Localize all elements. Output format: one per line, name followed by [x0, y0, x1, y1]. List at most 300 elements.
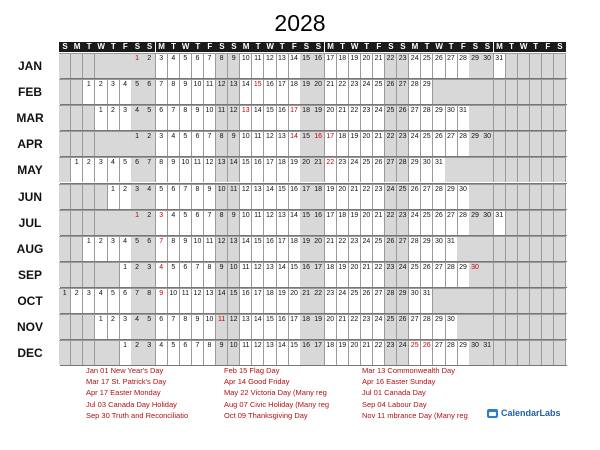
day-cell: 25 — [397, 184, 409, 209]
day-cell: 27 — [397, 79, 409, 104]
empty-cell — [71, 340, 83, 365]
day-cell: 26 — [421, 262, 433, 287]
day-cell: 16 — [264, 79, 276, 104]
empty-cell — [71, 79, 83, 104]
day-cell: 14 — [216, 288, 228, 313]
empty-cell — [59, 210, 71, 235]
day-cell: 24 — [409, 53, 421, 78]
day-cell: 6 — [156, 314, 168, 339]
day-cell: 27 — [373, 288, 385, 313]
day-cell: 11 — [216, 105, 228, 130]
weekday-header: S — [469, 42, 481, 52]
holiday-list — [86, 366, 486, 426]
day-cell: 20 — [361, 53, 373, 78]
weekday-header: T — [83, 42, 95, 52]
weekday-header: S — [216, 42, 228, 52]
day-cell: 30 — [445, 105, 457, 130]
day-cell: 17 — [325, 53, 337, 78]
day-cell: 1 — [95, 105, 107, 130]
day-cell: 2 — [71, 288, 83, 313]
day-cell: 12 — [228, 314, 240, 339]
day-cell: 10 — [240, 131, 252, 156]
day-cell: 27 — [385, 157, 397, 182]
day-cell: 19 — [325, 184, 337, 209]
empty-cell — [71, 236, 83, 261]
empty-cell — [554, 262, 566, 287]
empty-cell — [59, 184, 71, 209]
day-cell: 30 — [469, 262, 481, 287]
empty-cell — [83, 314, 95, 339]
day-cell: 30 — [445, 314, 457, 339]
day-cell: 13 — [228, 236, 240, 261]
day-cell: 30 — [409, 288, 421, 313]
day-cell: 13 — [264, 262, 276, 287]
day-cell: 2 — [83, 157, 95, 182]
day-cell: 23 — [397, 131, 409, 156]
day-cell: 19 — [337, 262, 349, 287]
weekday-header: W — [518, 42, 530, 52]
day-cell: 16 — [300, 340, 312, 365]
day-cell: 5 — [107, 288, 119, 313]
holiday-entry: Feb 15 Flag Day — [224, 366, 280, 375]
day-cell: 12 — [204, 157, 216, 182]
empty-cell — [518, 53, 530, 78]
day-cell: 5 — [168, 340, 180, 365]
logo-text: CalendarLabs — [501, 408, 561, 418]
day-cell: 7 — [168, 314, 180, 339]
day-cell: 5 — [131, 79, 143, 104]
day-cell: 8 — [204, 262, 216, 287]
empty-cell — [506, 131, 518, 156]
empty-cell — [119, 131, 131, 156]
day-cell: 14 — [288, 210, 300, 235]
empty-cell — [59, 340, 71, 365]
empty-cell — [542, 53, 554, 78]
weekday-header: T — [192, 42, 204, 52]
day-cell: 22 — [337, 79, 349, 104]
day-cell: 11 — [216, 314, 228, 339]
empty-cell — [59, 262, 71, 287]
empty-cell — [494, 79, 506, 104]
empty-cell — [481, 157, 493, 182]
day-cell: 18 — [276, 157, 288, 182]
day-cell: 28 — [421, 105, 433, 130]
day-cell: 2 — [119, 184, 131, 209]
day-cell: 27 — [409, 314, 421, 339]
month-label: FEB — [18, 85, 42, 100]
holiday-entry: Apr 14 Good Friday — [224, 377, 290, 387]
day-cell: 22 — [373, 340, 385, 365]
empty-cell — [445, 157, 457, 182]
empty-cell — [530, 131, 542, 156]
empty-cell — [554, 79, 566, 104]
empty-cell — [554, 314, 566, 339]
day-cell: 8 — [180, 105, 192, 130]
day-cell: 4 — [168, 210, 180, 235]
day-cell: 2 — [95, 79, 107, 104]
day-cell: 19 — [300, 236, 312, 261]
day-cell: 2 — [131, 262, 143, 287]
empty-cell — [433, 79, 445, 104]
day-cell: 8 — [168, 79, 180, 104]
day-cell: 7 — [204, 53, 216, 78]
weekday-header: F — [119, 42, 131, 52]
day-cell: 6 — [192, 53, 204, 78]
day-cell: 17 — [312, 262, 324, 287]
month-label: SEP — [17, 267, 42, 282]
day-cell: 8 — [156, 157, 168, 182]
day-cell: 8 — [216, 210, 228, 235]
day-cell: 9 — [204, 184, 216, 209]
weekday-header: W — [433, 42, 445, 52]
day-cell: 18 — [312, 184, 324, 209]
day-cell: 26 — [385, 79, 397, 104]
day-cell: 23 — [373, 184, 385, 209]
day-cell: 23 — [385, 340, 397, 365]
day-cell: 2 — [107, 105, 119, 130]
day-cell: 2 — [143, 131, 155, 156]
day-cell: 4 — [95, 288, 107, 313]
day-cell: 30 — [469, 340, 481, 365]
weekday-header: W — [180, 42, 192, 52]
holiday-entry: Mar 13 Commonwealth Day — [362, 366, 455, 375]
day-cell: 18 — [337, 53, 349, 78]
day-cell: 1 — [107, 184, 119, 209]
day-cell: 27 — [421, 184, 433, 209]
day-cell: 23 — [385, 262, 397, 287]
day-cell: 5 — [180, 131, 192, 156]
day-cell: 13 — [228, 79, 240, 104]
day-cell: 8 — [216, 131, 228, 156]
weekday-header: M — [325, 42, 337, 52]
weekday-header: F — [542, 42, 554, 52]
day-cell: 21 — [361, 340, 373, 365]
day-cell: 25 — [421, 131, 433, 156]
empty-cell — [107, 340, 119, 365]
day-cell: 15 — [276, 184, 288, 209]
weekday-header: S — [554, 42, 566, 52]
weekday-header: T — [421, 42, 433, 52]
empty-cell — [107, 53, 119, 78]
day-cell: 26 — [433, 53, 445, 78]
day-cell: 13 — [240, 105, 252, 130]
empty-cell — [518, 288, 530, 313]
day-cell: 4 — [168, 131, 180, 156]
day-cell: 12 — [240, 184, 252, 209]
day-cell: 21 — [361, 262, 373, 287]
day-cell: 23 — [325, 288, 337, 313]
day-cell: 21 — [325, 236, 337, 261]
day-cell: 12 — [216, 79, 228, 104]
empty-cell — [494, 105, 506, 130]
day-cell: 8 — [216, 53, 228, 78]
empty-cell — [542, 210, 554, 235]
empty-cell — [433, 288, 445, 313]
empty-cell — [445, 288, 457, 313]
day-cell: 9 — [228, 210, 240, 235]
day-cell: 18 — [288, 79, 300, 104]
month-label: APR — [17, 137, 43, 152]
weekday-header: F — [204, 42, 216, 52]
day-cell: 10 — [168, 288, 180, 313]
day-cell: 25 — [373, 236, 385, 261]
empty-cell — [542, 340, 554, 365]
empty-cell — [481, 79, 493, 104]
day-cell: 26 — [409, 184, 421, 209]
day-cell: 20 — [312, 79, 324, 104]
weekday-header: W — [349, 42, 361, 52]
day-cell: 23 — [337, 157, 349, 182]
empty-cell — [518, 236, 530, 261]
day-cell: 23 — [349, 236, 361, 261]
holiday-entry: Jan 01 New Year's Day — [86, 366, 164, 375]
empty-cell — [518, 210, 530, 235]
empty-cell — [107, 210, 119, 235]
day-cell: 19 — [300, 79, 312, 104]
empty-cell — [506, 288, 518, 313]
empty-cell — [494, 184, 506, 209]
day-cell: 29 — [397, 288, 409, 313]
day-cell: 12 — [228, 105, 240, 130]
day-cell: 28 — [457, 53, 469, 78]
day-cell: 9 — [192, 314, 204, 339]
day-cell: 16 — [276, 105, 288, 130]
day-cell: 4 — [156, 340, 168, 365]
holiday-entry: Aug 07 Civic Holiday (Many reg — [224, 399, 330, 409]
day-cell: 20 — [325, 105, 337, 130]
day-cell: 29 — [457, 262, 469, 287]
empty-cell — [506, 314, 518, 339]
day-cell: 15 — [288, 262, 300, 287]
day-cell: 10 — [192, 236, 204, 261]
holiday-entry: Oct 09 Thanksgiving Day — [224, 410, 308, 420]
empty-cell — [530, 105, 542, 130]
day-cell: 5 — [143, 314, 155, 339]
day-cell: 10 — [180, 157, 192, 182]
weekday-header: T — [445, 42, 457, 52]
empty-cell — [457, 314, 469, 339]
day-cell: 20 — [300, 157, 312, 182]
empty-cell — [481, 105, 493, 130]
day-cell: 12 — [264, 210, 276, 235]
day-cell: 3 — [143, 262, 155, 287]
day-cell: 16 — [312, 131, 324, 156]
day-cell: 29 — [457, 340, 469, 365]
day-cell: 23 — [361, 314, 373, 339]
empty-cell — [457, 236, 469, 261]
empty-cell — [518, 131, 530, 156]
empty-cell — [554, 340, 566, 365]
day-cell: 18 — [264, 288, 276, 313]
day-cell: 12 — [192, 288, 204, 313]
empty-cell — [119, 210, 131, 235]
day-cell: 21 — [300, 288, 312, 313]
day-cell: 27 — [409, 105, 421, 130]
day-cell: 12 — [264, 131, 276, 156]
empty-cell — [107, 262, 119, 287]
day-cell: 19 — [276, 288, 288, 313]
day-cell: 5 — [131, 236, 143, 261]
day-cell: 6 — [131, 157, 143, 182]
day-cell: 4 — [168, 53, 180, 78]
day-cell: 4 — [156, 262, 168, 287]
day-cell: 31 — [433, 157, 445, 182]
holiday-entry: Apr 17 Easter Monday — [86, 388, 161, 398]
day-cell: 7 — [192, 340, 204, 365]
empty-cell — [469, 105, 481, 130]
day-cell: 13 — [276, 53, 288, 78]
day-cell: 6 — [156, 105, 168, 130]
empty-cell — [506, 53, 518, 78]
day-cell: 27 — [433, 340, 445, 365]
day-cell: 11 — [240, 262, 252, 287]
day-cell: 3 — [107, 79, 119, 104]
day-cell: 9 — [228, 131, 240, 156]
day-cell: 10 — [204, 314, 216, 339]
day-cell: 11 — [180, 288, 192, 313]
empty-cell — [59, 131, 71, 156]
weekday-header: F — [457, 42, 469, 52]
day-cell: 16 — [252, 157, 264, 182]
weekday-header: S — [228, 42, 240, 52]
empty-cell — [95, 262, 107, 287]
empty-cell — [83, 131, 95, 156]
day-cell: 20 — [325, 314, 337, 339]
day-cell: 26 — [433, 131, 445, 156]
day-cell: 29 — [421, 236, 433, 261]
day-cell: 19 — [349, 210, 361, 235]
empty-cell — [71, 210, 83, 235]
empty-cell — [59, 157, 71, 182]
calendarlabs-logo[interactable] — [487, 406, 561, 420]
empty-cell — [506, 105, 518, 130]
day-cell: 22 — [325, 157, 337, 182]
day-cell: 4 — [131, 314, 143, 339]
day-cell: 18 — [288, 236, 300, 261]
day-cell: 22 — [385, 53, 397, 78]
day-cell: 20 — [361, 210, 373, 235]
day-cell: 22 — [312, 288, 324, 313]
day-cell: 22 — [349, 314, 361, 339]
day-cell: 29 — [409, 157, 421, 182]
day-cell: 31 — [421, 288, 433, 313]
day-cell: 3 — [156, 131, 168, 156]
day-cell: 2 — [95, 236, 107, 261]
weekday-header: M — [240, 42, 252, 52]
day-cell: 3 — [143, 340, 155, 365]
day-cell: 31 — [494, 53, 506, 78]
day-cell: 31 — [494, 210, 506, 235]
day-cell: 9 — [192, 105, 204, 130]
day-cell: 11 — [204, 79, 216, 104]
day-cell: 16 — [300, 262, 312, 287]
empty-cell — [95, 340, 107, 365]
day-cell: 30 — [481, 53, 493, 78]
day-cell: 3 — [119, 314, 131, 339]
day-cell: 9 — [216, 340, 228, 365]
day-cell: 7 — [168, 105, 180, 130]
day-cell: 25 — [409, 340, 421, 365]
month-label: MAR — [16, 111, 44, 126]
day-cell: 18 — [337, 210, 349, 235]
day-cell: 29 — [469, 131, 481, 156]
empty-cell — [494, 340, 506, 365]
month-label: JAN — [17, 59, 42, 73]
day-cell: 2 — [143, 53, 155, 78]
empty-cell — [530, 288, 542, 313]
empty-cell — [494, 236, 506, 261]
empty-cell — [83, 53, 95, 78]
empty-cell — [95, 184, 107, 209]
day-cell: 25 — [409, 262, 421, 287]
empty-cell — [554, 236, 566, 261]
day-cell: 5 — [168, 262, 180, 287]
day-cell: 3 — [107, 236, 119, 261]
day-cell: 22 — [349, 105, 361, 130]
day-cell: 25 — [421, 53, 433, 78]
empty-cell — [59, 53, 71, 78]
empty-cell — [457, 288, 469, 313]
day-cell: 15 — [240, 157, 252, 182]
empty-cell — [83, 340, 95, 365]
day-cell: 5 — [119, 157, 131, 182]
day-cell: 14 — [264, 184, 276, 209]
day-cell: 23 — [361, 105, 373, 130]
day-cell: 12 — [216, 236, 228, 261]
day-cell: 10 — [192, 79, 204, 104]
day-cell: 9 — [180, 236, 192, 261]
day-cell: 1 — [131, 53, 143, 78]
month-label: JUL — [18, 215, 42, 230]
empty-cell — [469, 184, 481, 209]
empty-cell — [83, 210, 95, 235]
day-cell: 15 — [228, 288, 240, 313]
day-cell: 13 — [216, 157, 228, 182]
empty-cell — [530, 314, 542, 339]
empty-cell — [530, 53, 542, 78]
day-cell: 24 — [397, 340, 409, 365]
weekday-header: S — [300, 42, 312, 52]
day-cell: 20 — [312, 236, 324, 261]
holiday-entry: Sep 04 Labour Day — [362, 399, 427, 409]
day-cell: 21 — [337, 314, 349, 339]
day-cell: 1 — [95, 314, 107, 339]
weekday-header: T — [107, 42, 119, 52]
day-cell: 25 — [361, 157, 373, 182]
day-cell: 1 — [131, 131, 143, 156]
holiday-entry: Sep 30 Truth and Reconciliatio — [86, 410, 189, 420]
day-cell: 11 — [252, 131, 264, 156]
day-cell: 7 — [204, 210, 216, 235]
day-cell: 14 — [240, 79, 252, 104]
day-cell: 7 — [204, 131, 216, 156]
holiday-entry: Nov 11 mbrance Day (Many reg — [362, 410, 468, 420]
day-cell: 26 — [385, 236, 397, 261]
empty-cell — [481, 288, 493, 313]
day-cell: 6 — [180, 262, 192, 287]
weekday-header: T — [168, 42, 180, 52]
day-cell: 31 — [445, 236, 457, 261]
empty-cell — [469, 236, 481, 261]
day-cell: 18 — [325, 262, 337, 287]
empty-cell — [530, 340, 542, 365]
day-cell: 29 — [421, 79, 433, 104]
day-cell: 20 — [361, 131, 373, 156]
day-cell: 12 — [264, 53, 276, 78]
day-cell: 12 — [252, 262, 264, 287]
weekday-header: M — [494, 42, 506, 52]
day-cell: 19 — [337, 340, 349, 365]
